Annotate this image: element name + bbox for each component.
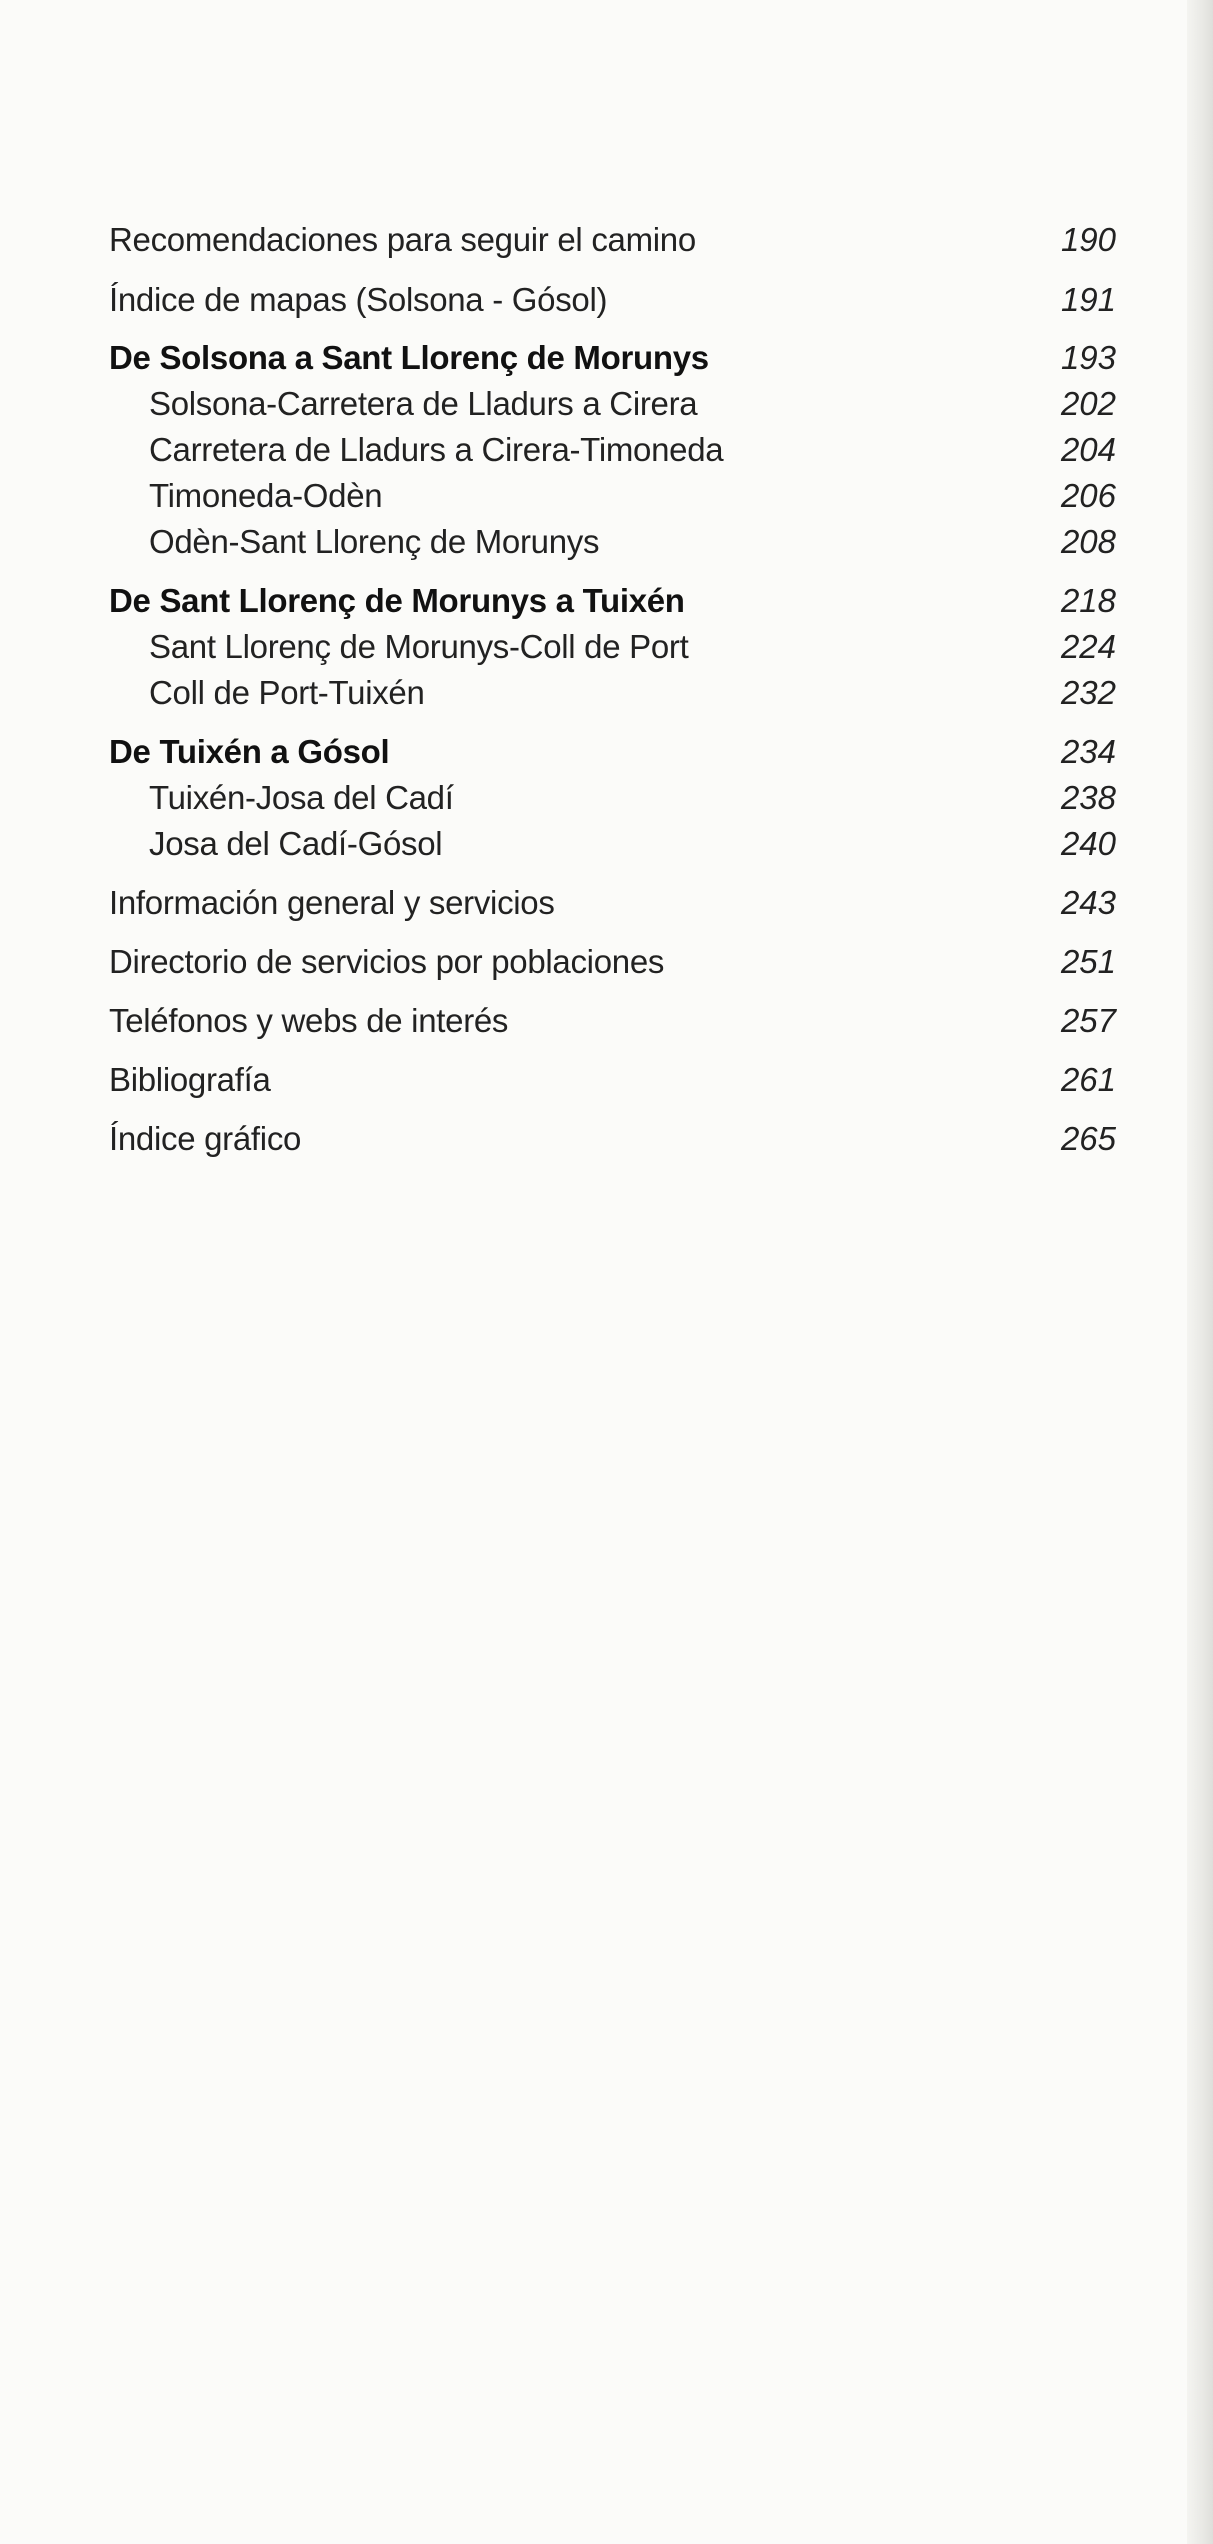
toc-section-title: De Sant Llorenç de Morunys a Tuixén (109, 582, 685, 619)
toc-entry-page: 257 (1060, 1002, 1116, 1039)
toc-entry-page: 261 (1060, 1061, 1116, 1098)
toc-entry-page: 251 (1060, 943, 1116, 980)
toc-subentry-title: Josa del Cadí-Gósol (149, 825, 443, 862)
toc-entry-page: 191 (1060, 281, 1116, 318)
toc-entry (0, 1057, 1213, 1103)
toc-entry-title: Teléfonos y webs de interés (109, 1002, 509, 1039)
toc-entry (0, 880, 1213, 926)
toc-subentry (0, 821, 1213, 867)
toc-subentry-title: Timoneda-Odèn (149, 477, 383, 514)
toc-entry-title: Bibliografía (109, 1061, 271, 1098)
toc-entry-page: 265 (1060, 1120, 1116, 1157)
toc-section-title: De Solsona a Sant Llorenç de Morunys (109, 339, 709, 376)
toc-section-page: 234 (1060, 733, 1116, 770)
toc-section-page: 218 (1060, 582, 1116, 619)
toc-section-page: 193 (1060, 339, 1116, 376)
toc-subentry-title: Odèn-Sant Llorenç de Morunys (149, 523, 600, 560)
toc-subentry (0, 381, 1213, 427)
toc-subentry-page: 206 (1060, 477, 1116, 514)
toc-subentry-page: 232 (1060, 674, 1116, 711)
toc-subentry-title: Tuixén-Josa del Cadí (149, 779, 454, 816)
toc-entry (0, 277, 1213, 323)
toc-entry (0, 939, 1213, 985)
toc-subentry (0, 670, 1213, 716)
toc-subentry (0, 473, 1213, 519)
toc-subentry-page: 204 (1060, 431, 1116, 468)
toc-subentry-title: Sant Llorenç de Morunys-Coll de Port (149, 628, 689, 665)
toc-section-heading (0, 578, 1213, 624)
toc-subentry-page: 202 (1060, 385, 1116, 422)
toc-subentry-page: 208 (1060, 523, 1116, 560)
toc-subentry (0, 775, 1213, 821)
toc-subentry-page: 224 (1060, 628, 1116, 665)
toc-subentry (0, 624, 1213, 670)
toc-section-heading (0, 729, 1213, 775)
toc-subentry-title: Carretera de Lladurs a Cirera-Timoneda (149, 431, 724, 468)
toc-entry (0, 217, 1213, 263)
toc-entry-title: Información general y servicios (109, 884, 555, 921)
toc-subentry (0, 519, 1213, 565)
toc-subentry-page: 238 (1060, 779, 1116, 816)
toc-entry-title: Directorio de servicios por poblaciones (109, 943, 665, 980)
toc-entry-title: Recomendaciones para seguir el camino (109, 221, 696, 258)
toc-entry-title: Índice de mapas (Solsona - Gósol) (109, 281, 608, 318)
toc-entry (0, 1116, 1213, 1162)
toc-entry-title: Índice gráfico (109, 1120, 302, 1157)
toc-section-title: De Tuixén a Gósol (109, 733, 390, 770)
toc-subentry-title: Solsona-Carretera de Lladurs a Cirera (149, 385, 698, 422)
toc-section-heading (0, 335, 1213, 381)
toc-subentry-title: Coll de Port-Tuixén (149, 674, 425, 711)
toc-entry-page: 190 (1060, 221, 1116, 258)
toc-entry (0, 998, 1213, 1044)
toc-subentry (0, 427, 1213, 473)
toc-subentry-page: 240 (1060, 825, 1116, 862)
toc-entry-page: 243 (1060, 884, 1116, 921)
